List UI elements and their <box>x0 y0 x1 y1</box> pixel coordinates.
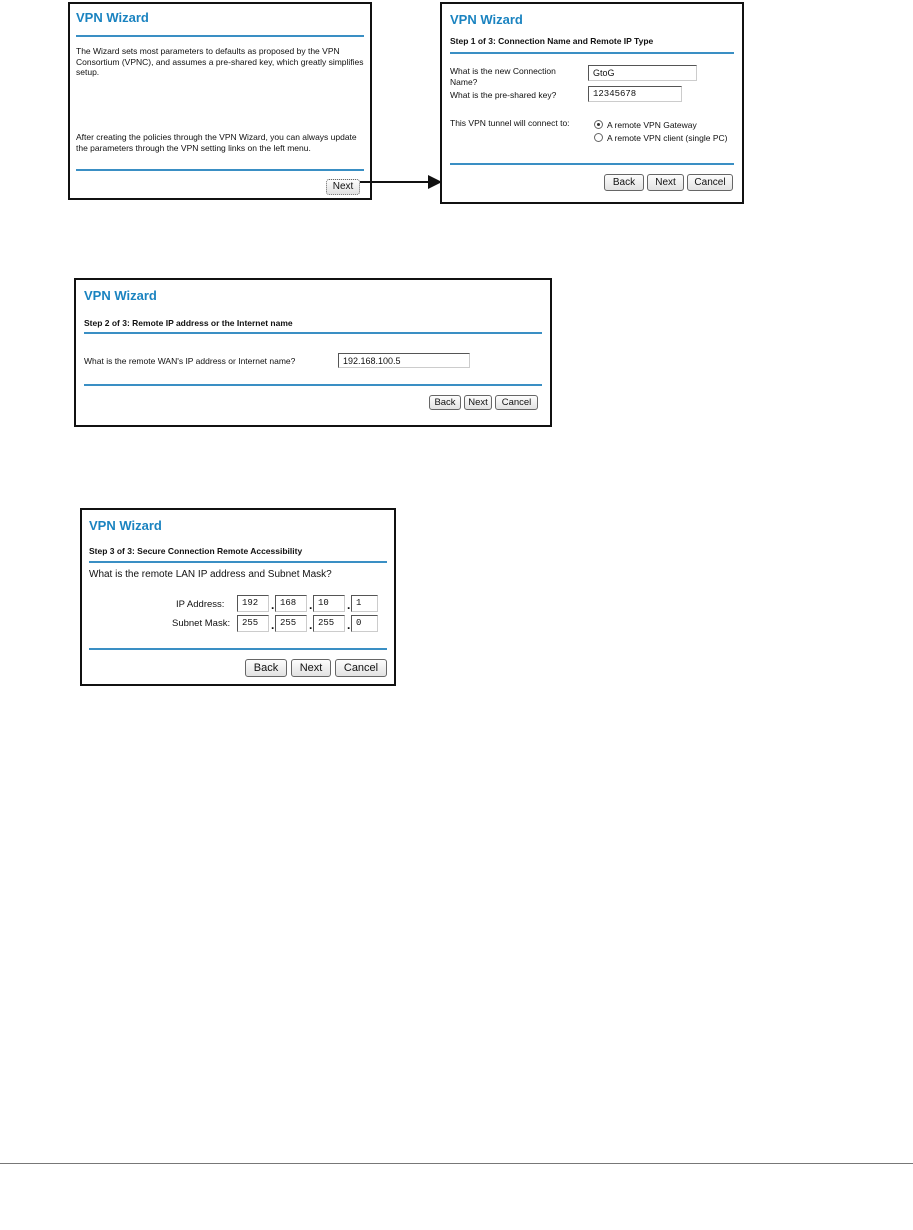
step2-cancel-button[interactable]: Cancel <box>495 395 538 410</box>
option-remote-client-label: A remote VPN client (single PC) <box>607 133 728 143</box>
step1-tunnel-label: This VPN tunnel will connect to: <box>450 118 570 128</box>
intro-top-rule <box>76 35 364 37</box>
step3-next-button[interactable]: Next <box>291 659 331 677</box>
step1-title: VPN Wizard <box>450 12 523 27</box>
intro-text-1: The Wizard sets most parameters to defaults as proposed by the VPN Consortium (VPNC), and assumes a pre-shared key, which greatly simplifies setup. <box>76 46 364 77</box>
radio-remote-gateway[interactable] <box>594 120 603 129</box>
mask-octet-3[interactable]: 255 <box>313 615 345 632</box>
mask-dot-2: . <box>309 618 313 632</box>
option-remote-gateway-label: A remote VPN Gateway <box>607 120 697 130</box>
mask-dot-3: . <box>347 618 351 632</box>
intro-panel <box>68 2 372 200</box>
intro-next-button[interactable]: Next <box>326 179 360 195</box>
step2-panel <box>74 278 552 427</box>
ip-dot-2: . <box>309 598 313 612</box>
ip-octet-1[interactable]: 192 <box>237 595 269 612</box>
step3-bottom-rule <box>89 648 387 650</box>
step1-cancel-button[interactable]: Cancel <box>687 174 733 191</box>
step2-title: VPN Wizard <box>84 288 157 303</box>
mask-octet-1[interactable]: 255 <box>237 615 269 632</box>
intro-text-2: After creating the policies through the VPN Wizard, you can always update the parameters through the VPN setting links on the left menu. <box>76 132 357 153</box>
preshared-key-input[interactable]: 12345678 <box>588 86 682 102</box>
step1-back-button[interactable]: Back <box>604 174 644 191</box>
step2-bottom-rule <box>84 384 542 386</box>
subnet-mask-label: Subnet Mask: <box>172 618 231 629</box>
remote-wan-input[interactable]: 192.168.100.5 <box>338 353 470 368</box>
step2-top-rule <box>84 332 542 334</box>
step3-question: What is the remote LAN IP address and Subnet Mask? <box>89 569 332 580</box>
ip-address-label: IP Address: <box>176 599 225 610</box>
step2-back-button[interactable]: Back <box>429 395 461 410</box>
step3-top-rule <box>89 561 387 563</box>
step1-name-label: What is the new Connection Name? <box>450 66 556 87</box>
step3-heading: Step 3 of 3: Secure Connection Remote Accessibility <box>89 546 303 556</box>
mask-octet-4[interactable]: 0 <box>351 615 378 632</box>
arrow-icon <box>358 172 448 192</box>
step2-wan-label: What is the remote WAN's IP address or Internet name? <box>84 356 296 366</box>
step1-next-button[interactable]: Next <box>647 174 684 191</box>
step2-next-button[interactable]: Next <box>464 395 492 410</box>
step3-back-button[interactable]: Back <box>245 659 287 677</box>
step3-panel <box>80 508 396 686</box>
ip-octet-3[interactable]: 10 <box>313 595 345 612</box>
ip-octet-2[interactable]: 168 <box>275 595 307 612</box>
ip-dot-3: . <box>347 598 351 612</box>
step2-heading: Step 2 of 3: Remote IP address or the Internet name <box>84 318 293 328</box>
step1-key-label: What is the pre-shared key? <box>450 90 557 100</box>
ip-octet-4[interactable]: 1 <box>351 595 378 612</box>
connection-name-input[interactable]: GtoG <box>588 65 697 81</box>
step1-heading: Step 1 of 3: Connection Name and Remote IP Type <box>450 36 654 46</box>
step1-bottom-rule <box>450 163 734 165</box>
ip-dot-1: . <box>271 598 275 612</box>
intro-title: VPN Wizard <box>76 10 149 25</box>
mask-octet-2[interactable]: 255 <box>275 615 307 632</box>
mask-dot-1: . <box>271 618 275 632</box>
step3-title: VPN Wizard <box>89 518 162 533</box>
step3-cancel-button[interactable]: Cancel <box>335 659 387 677</box>
step1-top-rule <box>450 52 734 54</box>
step1-panel <box>440 2 744 204</box>
intro-bottom-rule <box>76 169 364 171</box>
radio-remote-client[interactable] <box>594 133 603 142</box>
page-footer-rule <box>0 1163 913 1164</box>
